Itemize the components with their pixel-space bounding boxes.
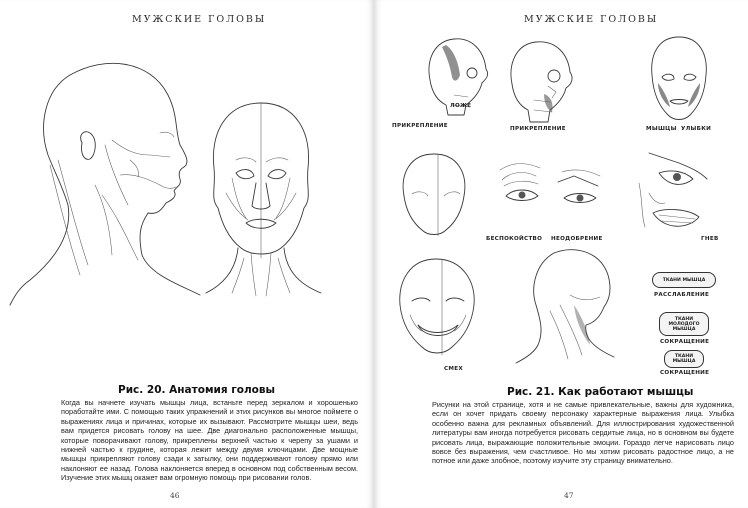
skull-side-sketch [504,38,579,126]
frontal-head-anatomy-sketch [196,98,326,298]
label-worry: БЕСПОКОЙСТВО [486,236,543,242]
label-contraction-1: СОКРАЩЕНИЕ [660,339,710,345]
label-attachment-1: ПРИКРЕПЛЕНИЕ [392,123,448,129]
body-text-right: Рисунки на этой странице, хотя и не самые привлекательные, важны для художника, если он хочет придать своему персонажу характерные выражения лица. Улыбка особенно важна для рекламных объявлений. Для иллюстрирования художественной литературы вам иногда потребуется рисовать сердитые лица, но в основном вы будете рисовать лица, выражающие положительные эмоции. Гораздо легче нарисовать лицо вовсе без выражения, чем счастливое. Но мы хотим рисовать радостное лицо, а не потное или даже злобное, поэтому изучите эту страницу внимательно. [432,400,734,466]
label-smiles: УЛЫБКИ [681,126,712,132]
anger-face-sketch [619,143,714,243]
page-number-left: 46 [170,491,180,500]
profile-head-anatomy-sketch [10,55,210,315]
brow-disapproval-sketch [554,152,609,222]
running-head-right: МУЖСКИЕ ГОЛОВЫ [524,14,659,25]
head-outline-sketch [394,150,474,240]
laughing-face-sketch [390,255,485,365]
label-laugh: СМЕХ [444,366,464,372]
label-anger: ГНЕВ [701,236,719,242]
right-page [374,0,748,508]
label-relaxation: РАССЛАБЛЕНИЕ [654,292,710,298]
label-attachment-2: ПРИКРЕПЛЕНИЕ [510,126,566,132]
face-muscles-front-sketch [644,33,714,128]
label-lozhe: ЛОЖЕ [450,103,472,109]
page-number-right: 47 [564,491,574,500]
body-text-left: Когда вы начнете изучать мышцы лица, встаньте перед зеркалом и хорошенько поработайте ими. С помощью таких упражнений и этих рисунков вы многое поймете о выражениях лица и причинах, которые их вызывают. Рассмотрите мышцы шеи, ведь вам придется рисовать голову на шее. Две диагонально расположенные мышцы, которые поворачивают голову, прикреплены верхней частью к черепу за ушами и нижней частью к грудине, которая лежит между двумя ключицами. Две мощные мышцы прикрепляют голову сзади к затылку, они поддерживают голову прямо или наклоняют ее назад. Голова наклоняется вперед в основном под собственным весом. Изучение этих мышц окажет вам огромную помощь при рисовании голов. [61,398,358,483]
label-disapproval: НЕОДОБРЕНИЕ [551,236,603,242]
muscle-diagram-contracted-1: ТКАНИ МОЛОДОГО МЫШЦА [659,312,709,336]
label-muscles: МЫШЦЫ [646,126,677,132]
neck-muscles-sketch [514,245,629,365]
running-head-left: МУЖСКИЕ ГОЛОВЫ [132,14,267,25]
brow-worry-sketch [496,150,551,220]
muscle-diagram-relaxed: ТКАНИ МЫШЦА [652,272,716,288]
figure-caption-21: Рис. 21. Как работают мышцы [507,386,694,398]
label-contraction-2: СОКРАЩЕНИЕ [660,370,710,376]
figure-caption-20: Рис. 20. Анатомия головы [118,384,276,396]
muscle-diagram-contracted-2: ТКАНИ МЫШЦА [664,350,704,368]
